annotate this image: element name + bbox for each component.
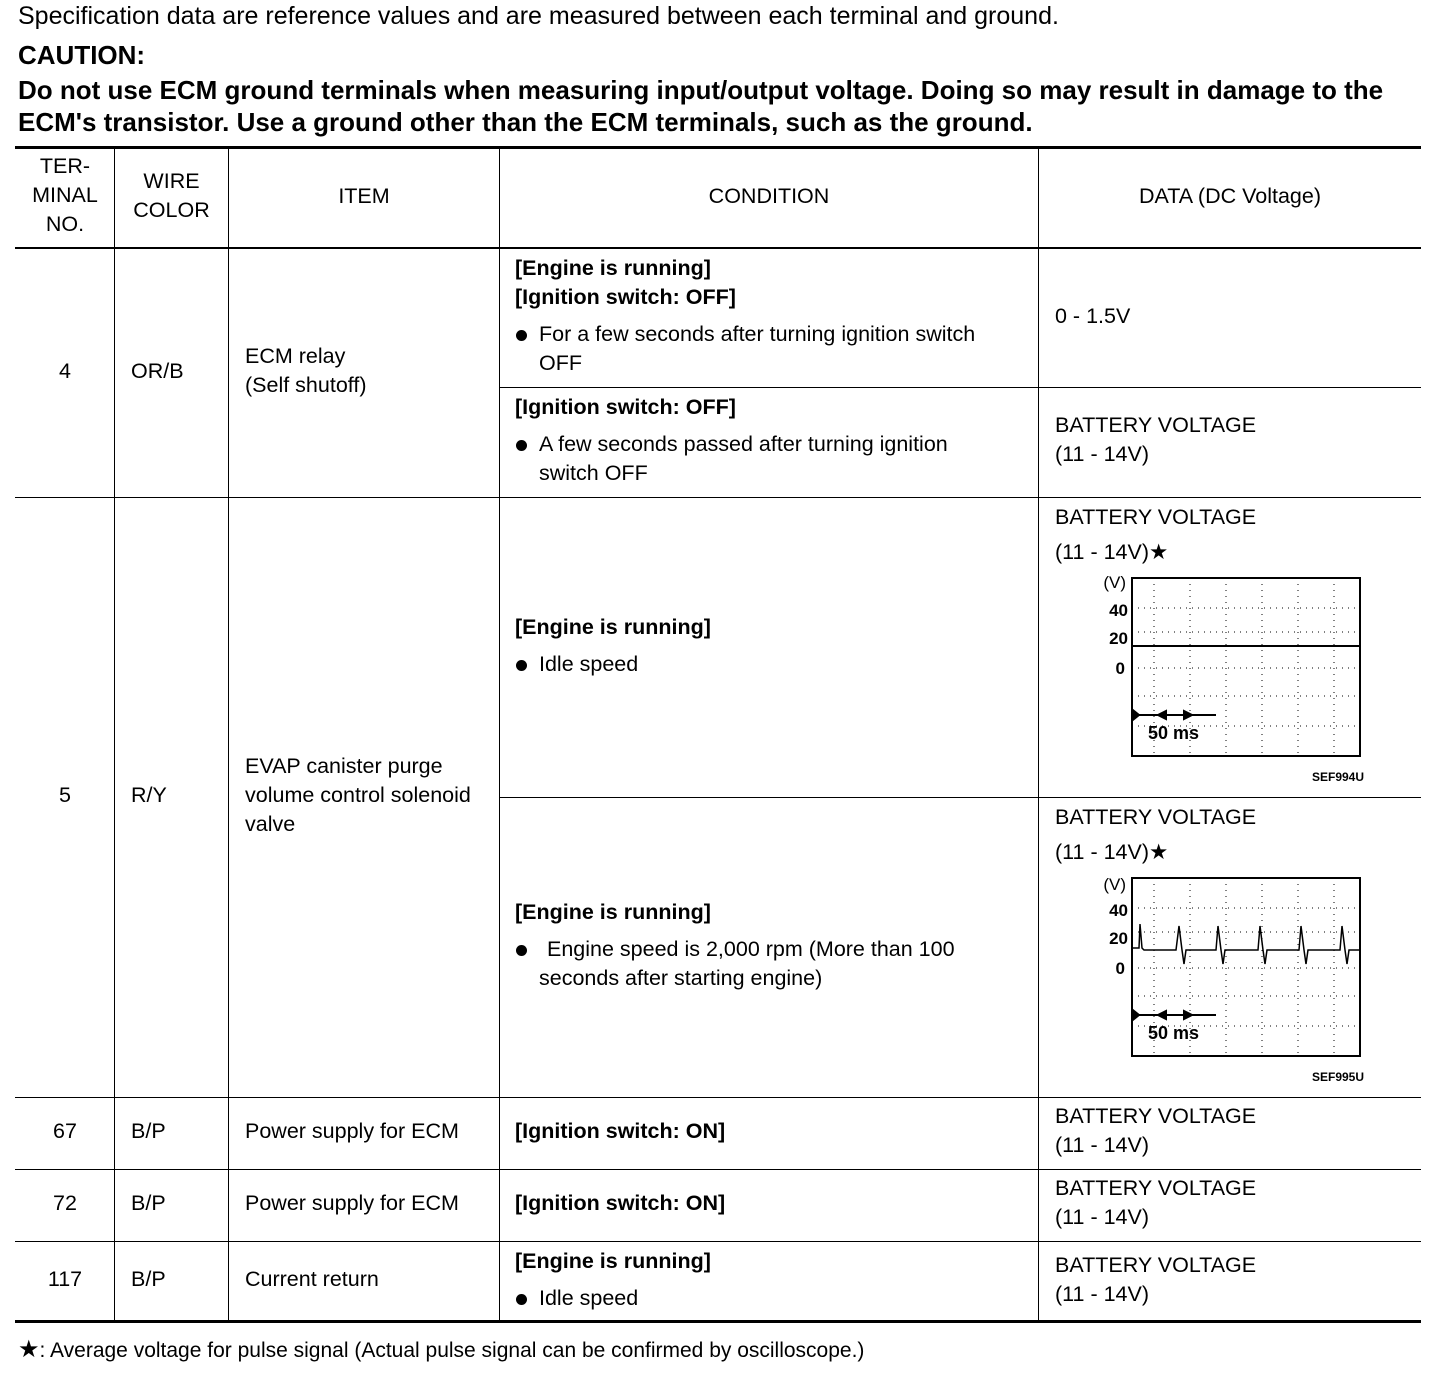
condition-4b: [Ignition switch: OFF] A few seconds passed after turning ignition switch OFF bbox=[515, 393, 1030, 488]
condition-72: [Ignition switch: ON] bbox=[515, 1191, 726, 1215]
scope-tick: 40 bbox=[1109, 601, 1128, 620]
scope-tick: 0 bbox=[1115, 959, 1125, 978]
scope-timebase-arrow bbox=[1134, 1011, 1216, 1019]
bullet-item: For a few seconds after turning ignition switch OFF bbox=[515, 320, 1030, 378]
wire-color-5: R/Y bbox=[131, 783, 167, 807]
header-terminal: TER- MINAL NO. bbox=[32, 154, 98, 236]
row-rule bbox=[15, 1169, 1421, 1170]
scope-tick: 40 bbox=[1109, 901, 1128, 920]
bullet-item: Idle speed bbox=[515, 650, 1030, 679]
terminal-4: 4 bbox=[59, 359, 71, 383]
bullet-item: A few seconds passed after turning ignition switch OFF bbox=[515, 430, 1030, 488]
condition-117: [Engine is running] Idle speed bbox=[515, 1247, 1030, 1313]
star-icon: ★ bbox=[18, 1336, 40, 1363]
condition-4a: [Engine is running] [Ignition switch: OFF] For a few seconds after turning ignition switch OFF bbox=[515, 254, 1030, 378]
header-condition: CONDITION bbox=[708, 184, 830, 208]
header-bottom-rule bbox=[15, 247, 1421, 249]
column-rule bbox=[499, 148, 500, 1321]
subrow-rule bbox=[500, 387, 1421, 388]
terminal-67: 67 bbox=[53, 1119, 77, 1143]
header-data: DATA (DC Voltage) bbox=[1138, 184, 1321, 208]
bullet-item: Idle speed bbox=[515, 1284, 1030, 1313]
column-rule bbox=[1038, 148, 1039, 1321]
item-117: Current return bbox=[245, 1267, 379, 1291]
scope-timebase: 50 ms bbox=[1148, 1023, 1200, 1043]
data-117: BATTERY VOLTAGE (11 - 14V) bbox=[1055, 1253, 1257, 1306]
footnote: ★: Average voltage for pulse signal (Actual pulse signal can be confirmed by oscilloscope.) bbox=[18, 1336, 865, 1363]
item-5: EVAP canister purge volume control solenoid valve bbox=[245, 754, 471, 836]
item-4: ECM relay (Self shutoff) bbox=[245, 344, 367, 397]
header-item: ITEM bbox=[338, 184, 390, 208]
wire-color-4: OR/B bbox=[131, 359, 184, 383]
caution-title: CAUTION: bbox=[18, 40, 146, 70]
data-5b: BATTERY VOLTAGE (11 - 14V)★ bbox=[1055, 805, 1257, 864]
scope-unit: (V) bbox=[1103, 875, 1126, 894]
column-rule bbox=[228, 148, 229, 1321]
scope-waveform bbox=[1132, 924, 1360, 964]
data-4b: BATTERY VOLTAGE (11 - 14V) bbox=[1055, 413, 1257, 466]
scope-timebase-arrow bbox=[1134, 711, 1216, 719]
item-67: Power supply for ECM bbox=[245, 1119, 459, 1143]
condition-5b: [Engine is running] Engine speed is 2,000 rpm (More than 100 seconds after starting engine) bbox=[515, 898, 1030, 993]
data-67: BATTERY VOLTAGE (11 - 14V) bbox=[1055, 1104, 1257, 1157]
terminal-72: 72 bbox=[53, 1191, 77, 1215]
scope-unit: (V) bbox=[1103, 573, 1126, 592]
wire-color-72: B/P bbox=[131, 1191, 166, 1215]
table-bottom-rule bbox=[15, 1320, 1421, 1323]
data-4a: 0 - 1.5V bbox=[1055, 304, 1131, 328]
subrow-rule bbox=[500, 797, 1421, 798]
oscilloscope-graph bbox=[1096, 570, 1366, 790]
condition-5a: [Engine is running] Idle speed bbox=[515, 613, 1030, 679]
figure-id: SEF994U bbox=[1312, 770, 1365, 784]
scope-tick: 20 bbox=[1109, 929, 1128, 948]
row-rule bbox=[15, 1241, 1421, 1242]
row-rule bbox=[15, 497, 1421, 498]
wire-color-117: B/P bbox=[131, 1267, 166, 1291]
row-rule bbox=[15, 1097, 1421, 1098]
data-72: BATTERY VOLTAGE (11 - 14V) bbox=[1055, 1176, 1257, 1229]
scope-timebase: 50 ms bbox=[1148, 723, 1200, 743]
wire-color-67: B/P bbox=[131, 1119, 166, 1143]
intro-text: Specification data are reference values and are measured between each terminal and ground. bbox=[18, 2, 1059, 30]
terminal-117: 117 bbox=[47, 1267, 83, 1291]
table-top-rule bbox=[15, 146, 1421, 149]
scope-tick: 0 bbox=[1115, 659, 1125, 678]
bullet-item: Engine speed is 2,000 rpm (More than 100 seconds after starting engine) bbox=[515, 935, 1030, 993]
terminal-5: 5 bbox=[59, 783, 71, 807]
data-5a: BATTERY VOLTAGE (11 - 14V)★ bbox=[1055, 505, 1257, 564]
caution-body: Do not use ECM ground terminals when measuring input/output voltage. Doing so may result in damage to the ECM's transistor. Use a ground other than the ECM terminals, such as the ground. bbox=[18, 75, 1384, 137]
scope-tick: 20 bbox=[1109, 629, 1128, 648]
item-72: Power supply for ECM bbox=[245, 1191, 459, 1215]
oscilloscope-graph bbox=[1096, 870, 1366, 1090]
condition-67: [Ignition switch: ON] bbox=[515, 1119, 726, 1143]
header-wire-color: WIRE COLOR bbox=[133, 169, 210, 222]
figure-id: SEF995U bbox=[1312, 1070, 1365, 1084]
